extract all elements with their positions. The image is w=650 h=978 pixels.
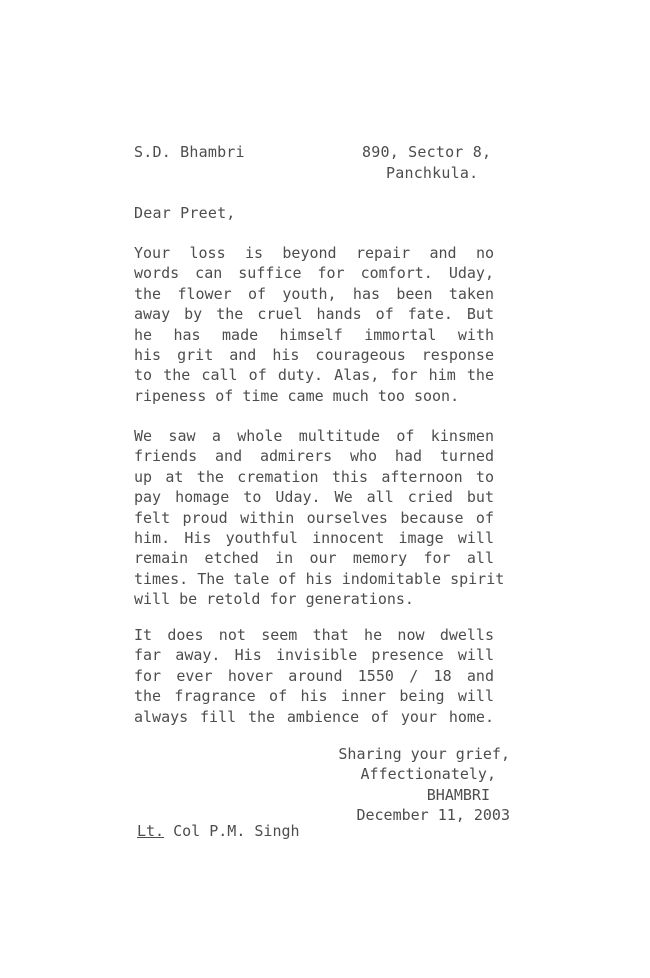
- paragraph-line: It does not seem that he now dwells: [134, 626, 494, 644]
- paragraph-line: his grit and his courageous response: [134, 346, 494, 365]
- paragraph-line: friends and admirers who had turned: [134, 447, 494, 466]
- paragraph-line: Your loss is beyond repair and no: [134, 244, 494, 262]
- letter-paragraph-1: [134, 243, 494, 406]
- sender-address-line-1: 890, Sector 8,: [362, 143, 492, 161]
- closing-affectionately: Affectionately,: [360, 765, 496, 784]
- paragraph-line: to the call of duty. Alas, for him the: [134, 366, 494, 385]
- paragraph-line: will be retold for generations.: [134, 590, 414, 609]
- paragraph-line: words can suffice for comfort. Uday,: [134, 264, 494, 283]
- paragraph-line: ripeness of time came much too soon.: [134, 386, 460, 405]
- paragraph-line: We saw a whole multitude of kinsmen: [134, 427, 494, 445]
- paragraph-line: he has made himself immortal with: [134, 325, 494, 344]
- letter-closing: [320, 744, 510, 826]
- closing-line: Sharing your grief,: [338, 745, 510, 763]
- paragraph-line: the flower of youth, has been taken: [134, 284, 494, 303]
- letter-paragraph-2: [134, 426, 505, 610]
- recipient-rank: Lt.: [137, 822, 165, 840]
- closing-signature: BHAMBRI: [426, 785, 490, 804]
- letter-date: December 11, 2003: [356, 806, 510, 825]
- paragraph-line: always fill the ambience of your home.: [134, 707, 494, 726]
- paragraph-line: up at the cremation this afternoon to: [134, 467, 494, 486]
- salutation: Dear Preet,: [134, 204, 236, 222]
- recipient-name: Col P.M. Singh: [173, 822, 300, 840]
- paragraph-line: the fragrance of his inner being will: [134, 687, 494, 706]
- recipient-line: [137, 821, 300, 841]
- letter-paragraph-3: [134, 625, 494, 727]
- sender-address-line-2: Panchkula.: [386, 164, 479, 182]
- paragraph-line: times. The tale of his indomitable spirit: [134, 569, 505, 588]
- paragraph-line: away by the cruel hands of fate. But: [134, 305, 494, 324]
- sender-name: S.D. Bhambri: [134, 143, 245, 161]
- paragraph-line: him. His youthful innocent image will: [134, 529, 494, 548]
- paragraph-line: for ever hover around 1550 / 18 and: [134, 666, 494, 685]
- paragraph-line: far away. His invisible presence will: [134, 646, 494, 665]
- paragraph-line: felt proud within ourselves because of: [134, 508, 494, 527]
- paragraph-line: remain etched in our memory for all: [134, 549, 494, 568]
- paragraph-line: pay homage to Uday. We all cried but: [134, 488, 494, 507]
